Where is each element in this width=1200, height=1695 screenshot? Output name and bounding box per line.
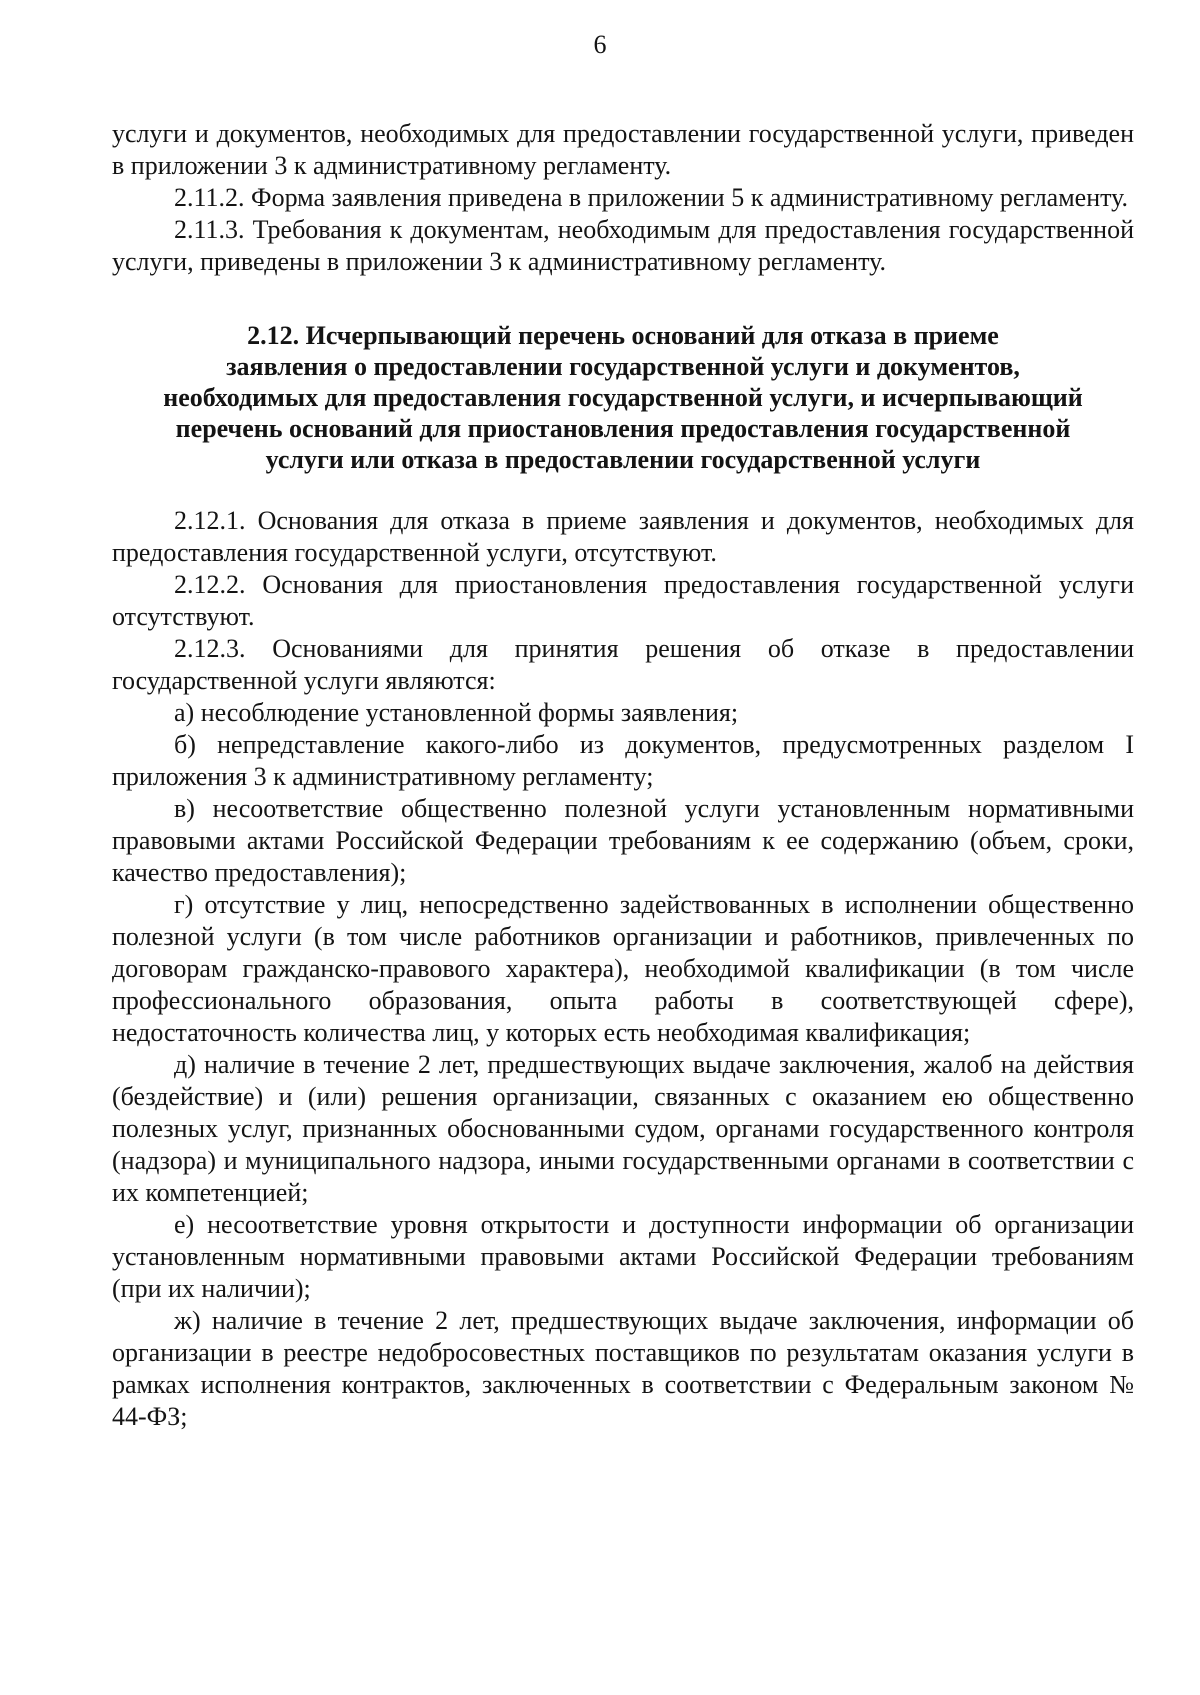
- paragraph-2-12-3: 2.12.3. Основаниями для принятия решения об отказе в предоставлении государственной услуги являются:: [112, 634, 1134, 695]
- heading-line: 2.12. Исчерпывающий перечень оснований для отказа в приеме: [247, 321, 999, 350]
- heading-line: услуги или отказа в предоставлении государственной услуги: [265, 445, 981, 474]
- list-item-v: в) несоответствие общественно полезной услуги установленным нормативными правовыми актами Российской Федерации требованиям к ее содержанию (объем, сроки, качество предоставления);: [112, 794, 1134, 887]
- paragraph-2-12-2: 2.12.2. Основания для приостановления предоставления государственной услуги отсутствуют.: [112, 570, 1134, 631]
- list-item-zh: ж) наличие в течение 2 лет, предшествующих выдаче заключения, информации об организации в реестре недобросовестных поставщиков по результатам оказания услуги в рамках исполнения контрактов, заключенных в соответствии с Федеральным законом № 44-ФЗ;: [112, 1306, 1134, 1431]
- paragraph-2-12-1: 2.12.1. Основания для отказа в приеме заявления и документов, необходимых для предоставления государственной услуги, отсутствуют.: [112, 506, 1134, 567]
- heading-line: перечень оснований для приостановления предоставления государственной: [175, 414, 1071, 443]
- section-heading-2-12: [112, 320, 1134, 475]
- heading-line: заявления о предоставлении государственной услуги и документов,: [226, 352, 1020, 381]
- heading-line: необходимых для предоставления государственной услуги, и исчерпывающий: [163, 383, 1083, 412]
- list-item-b: б) непредставление какого-либо из документов, предусмотренных разделом I приложения 3 к административному регламенту;: [112, 730, 1134, 791]
- list-item-a: а) несоблюдение установленной формы заявления;: [174, 698, 739, 727]
- paragraph-continuation: услуги и документов, необходимых для предоставлении государственной услуги, приведен в приложении 3 к административному регламенту.: [112, 119, 1134, 180]
- paragraph-2-11-3: 2.11.3. Требования к документам, необходимым для предоставления государственной услуги, приведены в приложении 3 к административному регламенту.: [112, 215, 1134, 276]
- list-item-d: д) наличие в течение 2 лет, предшествующих выдаче заключения, жалоб на действия (бездействие) и (или) решения организации, связанных с оказанием ею общественно полезных услуг, признанных обоснованными судом, органами государственного контроля (надзора) и муниципального надзора, иными государственными органами в соответствии с их компетенцией;: [112, 1050, 1134, 1207]
- paragraph-2-11-2: 2.11.2. Форма заявления приведена в приложении 5 к административному регламенту.: [174, 183, 1129, 212]
- list-item-e: е) несоответствие уровня открытости и доступности информации об организации установленным нормативными правовыми актами Российской Федерации требованиям (при их наличии);: [112, 1210, 1134, 1303]
- list-item-g: г) отсутствие у лиц, непосредственно задействованных в исполнении общественно полезной услуги (в том числе работников организации и работников, привлеченных по договорам гражданско-правового характера), необходимой квалификации (в том числе профессионального образования, опыта работы в соответствующей сфере), недостаточность количества лиц, у которых есть необходимая квалификация;: [112, 890, 1134, 1047]
- document-body: [112, 118, 1134, 1433]
- page-number: 6: [593, 30, 607, 59]
